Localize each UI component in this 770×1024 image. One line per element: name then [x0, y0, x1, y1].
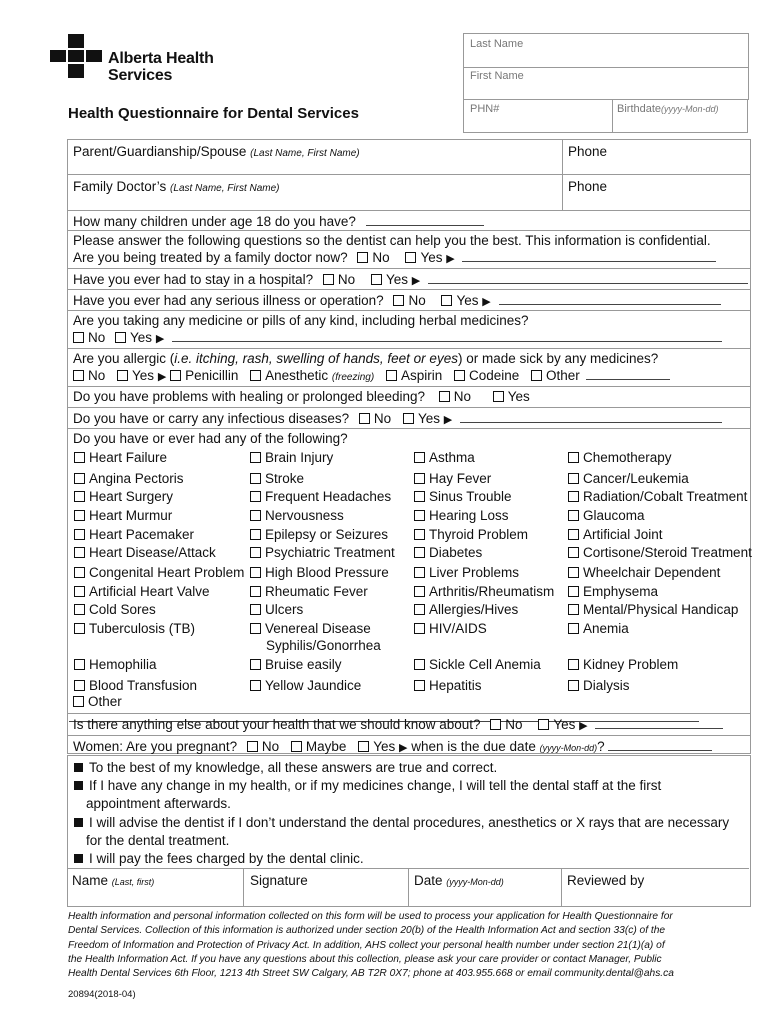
condition-item[interactable] — [250, 621, 371, 636]
form-title: Health Questionnaire for Dental Services — [68, 105, 359, 122]
condition-item[interactable] — [74, 527, 194, 542]
allergy-other-field[interactable] — [586, 367, 670, 380]
pregnant-question: Women: Are you pregnant? No Maybe Yes ▶ when is the due date (yyyy-Mon-dd)? — [67, 735, 750, 754]
infectious-no-checkbox[interactable] — [359, 413, 370, 424]
condition-label: Glaucoma — [583, 508, 645, 523]
condition-label: Mental/Physical Handicap — [583, 602, 739, 617]
condition-label: Arthritis/Rheumatism — [429, 584, 555, 599]
condition-item[interactable] — [568, 584, 658, 599]
condition-item[interactable] — [74, 450, 167, 465]
condition-label: Cold Sores — [89, 602, 156, 617]
condition-item[interactable] — [74, 489, 173, 504]
doctor-now-question: Are you being treated by a family doctor now? No Yes ▶ — [67, 249, 750, 265]
condition-label: Dialysis — [583, 678, 630, 693]
condition-item[interactable] — [568, 527, 663, 542]
condition-item[interactable] — [250, 489, 391, 504]
condition-label: Blood Transfusion — [89, 678, 198, 693]
condition-item[interactable] — [568, 602, 738, 617]
condition-label: Anemia — [583, 621, 629, 636]
condition-item[interactable] — [414, 657, 541, 672]
condition-item[interactable] — [250, 678, 361, 693]
conditions-other-checkbox[interactable] — [73, 696, 84, 707]
condition-item[interactable] — [250, 450, 333, 465]
condition-item[interactable] — [414, 508, 509, 523]
hospital-no-checkbox[interactable] — [323, 274, 334, 285]
condition-checkbox[interactable] — [568, 680, 579, 691]
condition-item[interactable] — [568, 565, 720, 580]
condition-item[interactable] — [250, 565, 389, 580]
condition-item[interactable] — [74, 545, 216, 560]
condition-label: Heart Failure — [89, 450, 168, 465]
condition-checkbox[interactable] — [74, 473, 85, 484]
privacy-notice: Health information and personal information collected on this form will be used to process your application for Health Questionnaire for Dental Services. Collection of this information is authorized under section 20(b) of the Health Information Act and section 33(c) of the Freedom of Information and Protection of Privacy Act. In addition, AHS collect your personal health number under section 21(1)(a) of the Health Information Act. If you have any questions about this collection, please ask your care provider or contact Manager, Public Health Dental Services 6th Floor, 1213 4th Street SW Calgary, AB T2R 0X7; phone at 403.955.668 or email community.dental@ahs.ca — [68, 911, 674, 980]
condition-checkbox[interactable] — [414, 510, 425, 521]
phone-field-2[interactable]: Phone — [568, 179, 608, 194]
condition-item[interactable] — [250, 527, 388, 542]
condition-label: Liver Problems — [429, 565, 520, 580]
condition-checkbox[interactable] — [74, 452, 85, 463]
condition-label: Hearing Loss — [429, 508, 509, 523]
form-number: 20894(2018-04) — [68, 989, 136, 1000]
condition-checkbox[interactable] — [414, 659, 425, 670]
venereal-sub-label: Syphilis/Gonorrhea — [266, 638, 381, 653]
condition-label: Hemophilia — [89, 657, 157, 672]
condition-checkbox[interactable] — [414, 604, 425, 615]
anything-else-no-checkbox[interactable] — [490, 719, 501, 730]
condition-label: Epilepsy or Seizures — [265, 527, 389, 542]
condition-checkbox[interactable] — [250, 510, 261, 521]
medicine-question: Are you taking any medicine or pills of any kind, including herbal medicines? — [67, 310, 750, 328]
medicine-no-checkbox[interactable] — [73, 332, 84, 343]
condition-label: Bruise easily — [265, 657, 342, 672]
declaration-1: To the best of my knowledge, all these answers are true and correct. — [74, 760, 497, 775]
condition-item[interactable] — [414, 489, 512, 504]
condition-checkbox[interactable] — [568, 567, 579, 578]
condition-checkbox[interactable] — [74, 547, 85, 558]
birthdate-field[interactable]: Birthdate(yyyy-Mon-dd) — [612, 99, 748, 133]
condition-item[interactable] — [250, 584, 368, 599]
condition-label: Brain Injury — [265, 450, 334, 465]
condition-item[interactable] — [74, 678, 197, 693]
condition-item[interactable] — [74, 657, 157, 672]
condition-item[interactable] — [568, 657, 678, 672]
declaration-2: If I have any change in my health, or if my medicines change, I will tell the dental staff at the first — [74, 778, 661, 793]
pregnant-maybe-checkbox[interactable] — [291, 741, 302, 752]
allergy-question: Are you allergic (i.e. itching, rash, swelling of hands, feet or eyes) or made sick by any medicines? — [67, 348, 750, 366]
condition-checkbox[interactable] — [250, 491, 261, 502]
condition-label: Artificial Heart Valve — [89, 584, 210, 599]
hospital-question: Have you ever had to stay in a hospital? No Yes ▶ — [67, 268, 750, 287]
contact-table — [67, 139, 751, 211]
conditions-other: Other — [67, 694, 750, 725]
org-name: Alberta Health Services — [108, 50, 214, 84]
aspirin-checkbox[interactable] — [386, 370, 397, 381]
condition-label: Artificial Joint — [583, 527, 663, 542]
condition-checkbox[interactable] — [414, 491, 425, 502]
condition-checkbox[interactable] — [74, 604, 85, 615]
healing-yes-checkbox[interactable] — [493, 391, 504, 402]
healing-no-checkbox[interactable] — [439, 391, 450, 402]
last-name-field[interactable]: Last Name — [463, 33, 749, 68]
condition-item[interactable] — [414, 621, 487, 636]
condition-checkbox[interactable] — [250, 680, 261, 691]
phone-field-1[interactable]: Phone — [568, 144, 608, 159]
pregnant-no-checkbox[interactable] — [247, 741, 258, 752]
anything-else-question: Is there anything else about your health that we should know about? No Yes ▶ — [67, 713, 750, 732]
condition-checkbox[interactable] — [414, 623, 425, 634]
condition-checkbox[interactable] — [250, 529, 261, 540]
doctor-now-no-checkbox[interactable] — [357, 252, 368, 263]
allergy-other-checkbox[interactable] — [531, 370, 542, 381]
illness-no-checkbox[interactable] — [393, 295, 404, 306]
healing-question: Do you have problems with healing or prolonged bleeding? No Yes — [67, 386, 750, 404]
condition-item[interactable] — [568, 545, 752, 560]
condition-label: Asthma — [429, 450, 475, 465]
condition-label: Angina Pectoris — [89, 471, 184, 486]
condition-checkbox[interactable] — [250, 473, 261, 484]
condition-item[interactable] — [568, 621, 629, 636]
condition-checkbox[interactable] — [74, 659, 85, 670]
condition-item[interactable] — [414, 602, 518, 617]
condition-label: HIV/AIDS — [429, 621, 487, 636]
condition-checkbox[interactable] — [414, 567, 425, 578]
condition-item[interactable] — [568, 489, 747, 504]
condition-checkbox[interactable] — [250, 659, 261, 670]
anything-else-details-field[interactable] — [595, 716, 723, 729]
condition-item[interactable] — [74, 584, 210, 599]
condition-checkbox[interactable] — [568, 529, 579, 540]
penicillin-checkbox[interactable] — [170, 370, 181, 381]
condition-item[interactable] — [250, 545, 395, 560]
condition-checkbox[interactable] — [250, 452, 261, 463]
ahs-logo-icon — [50, 34, 102, 78]
condition-item[interactable] — [568, 508, 645, 523]
declaration-4: I will pay the fees charged by the dental clinic. — [74, 851, 364, 866]
declaration-3: I will advise the dentist if I don’t understand the dental procedures, anesthetics or X rays that are necessary — [74, 815, 729, 830]
codeine-checkbox[interactable] — [454, 370, 465, 381]
condition-label: Heart Pacemaker — [89, 527, 195, 542]
conditions-intro: Do you have or ever had any of the following? — [67, 428, 750, 446]
condition-item[interactable] — [568, 450, 672, 465]
condition-checkbox[interactable] — [568, 452, 579, 463]
condition-checkbox[interactable] — [250, 547, 261, 558]
condition-checkbox[interactable] — [414, 452, 425, 463]
condition-item[interactable] — [414, 450, 475, 465]
condition-checkbox[interactable] — [414, 547, 425, 558]
condition-item[interactable] — [568, 471, 689, 486]
infectious-question: Do you have or carry any infectious diseases? No Yes ▶ — [67, 407, 750, 426]
condition-label: Sinus Trouble — [429, 489, 512, 504]
condition-checkbox[interactable] — [568, 659, 579, 670]
anything-else-yes-checkbox[interactable] — [538, 719, 549, 730]
condition-label: Venereal Disease — [265, 621, 371, 636]
condition-label: Emphysema — [583, 584, 659, 599]
condition-checkbox[interactable] — [250, 623, 261, 634]
condition-item[interactable] — [250, 471, 304, 486]
condition-checkbox[interactable] — [568, 473, 579, 484]
infectious-details-field[interactable] — [460, 410, 722, 423]
condition-label: Allergies/Hives — [429, 602, 519, 617]
condition-label: Diabetes — [429, 545, 483, 560]
condition-checkbox[interactable] — [250, 586, 261, 597]
infectious-yes-checkbox[interactable] — [403, 413, 414, 424]
condition-label: Thyroid Problem — [429, 527, 529, 542]
condition-checkbox[interactable] — [74, 623, 85, 634]
condition-checkbox[interactable] — [568, 491, 579, 502]
declaration-3-cont: for the dental treatment. — [86, 833, 230, 848]
condition-label: Heart Murmur — [89, 508, 173, 523]
condition-item[interactable] — [250, 602, 303, 617]
condition-checkbox[interactable] — [74, 510, 85, 521]
condition-item[interactable] — [414, 545, 482, 560]
condition-label: Heart Disease/Attack — [89, 545, 216, 560]
reviewed-by-field[interactable]: Reviewed by — [567, 873, 645, 888]
condition-label: Cancer/Leukemia — [583, 471, 689, 486]
condition-checkbox[interactable] — [250, 567, 261, 578]
condition-label: Cortisone/Steroid Treatment — [583, 545, 752, 560]
hospital-yes-checkbox[interactable] — [371, 274, 382, 285]
intro-text: Please answer the following questions so the dentist can help you the best. This information is confidential. — [67, 230, 750, 248]
condition-label: Rheumatic Fever — [265, 584, 368, 599]
family-doctor-field[interactable]: Family Doctor’s (Last Name, First Name) — [73, 179, 280, 194]
name-field[interactable]: Name (Last, first) — [72, 873, 155, 888]
condition-label: Hay Fever — [429, 471, 492, 486]
condition-item[interactable] — [568, 678, 630, 693]
condition-item[interactable] — [74, 565, 244, 580]
condition-checkbox[interactable] — [74, 680, 85, 691]
declaration-2-cont: appointment afterwards. — [86, 796, 231, 811]
medicine-details-field[interactable] — [172, 329, 722, 342]
condition-item[interactable] — [414, 678, 482, 693]
signature-row — [67, 868, 749, 906]
condition-item[interactable] — [414, 527, 528, 542]
doctor-now-details-field[interactable] — [462, 249, 716, 262]
condition-checkbox[interactable] — [568, 547, 579, 558]
guardian-field[interactable]: Parent/Guardianship/Spouse (Last Name, First Name) — [73, 144, 360, 159]
condition-checkbox[interactable] — [74, 567, 85, 578]
condition-checkbox[interactable] — [568, 586, 579, 597]
condition-label: Chemotherapy — [583, 450, 672, 465]
condition-label: Hepatitis — [429, 678, 482, 693]
condition-item[interactable] — [74, 508, 172, 523]
doctor-now-yes-checkbox[interactable] — [405, 252, 416, 263]
condition-checkbox[interactable] — [414, 529, 425, 540]
phn-field[interactable]: PHN# — [463, 99, 613, 133]
condition-checkbox[interactable] — [568, 623, 579, 634]
condition-label: High Blood Pressure — [265, 565, 389, 580]
condition-item[interactable] — [250, 657, 342, 672]
condition-item[interactable] — [414, 584, 554, 599]
condition-checkbox[interactable] — [568, 510, 579, 521]
illness-details-field[interactable] — [499, 292, 721, 305]
condition-checkbox[interactable] — [74, 491, 85, 502]
condition-checkbox[interactable] — [568, 604, 579, 615]
due-date-field[interactable] — [608, 738, 712, 751]
condition-label: Tuberculosis (TB) — [89, 621, 196, 636]
condition-label: Nervousness — [265, 508, 344, 523]
condition-item[interactable] — [414, 565, 519, 580]
condition-item[interactable] — [414, 471, 491, 486]
children-count-field[interactable] — [366, 213, 484, 226]
condition-checkbox[interactable] — [250, 604, 261, 615]
allergy-no-checkbox[interactable] — [73, 370, 84, 381]
illness-yes-checkbox[interactable] — [441, 295, 452, 306]
condition-checkbox[interactable] — [74, 529, 85, 540]
condition-label: Congenital Heart Problem — [89, 565, 245, 580]
condition-label: Ulcers — [265, 602, 304, 617]
pregnant-yes-checkbox[interactable] — [358, 741, 369, 752]
condition-item[interactable] — [74, 602, 156, 617]
children-question: How many children under age 18 do you have? — [67, 213, 750, 229]
condition-checkbox[interactable] — [414, 680, 425, 691]
condition-item[interactable] — [74, 471, 184, 486]
condition-label: Heart Surgery — [89, 489, 174, 504]
condition-item[interactable] — [250, 508, 344, 523]
condition-label: Stroke — [265, 471, 305, 486]
signature-field[interactable]: Signature — [250, 873, 308, 888]
hospital-details-field[interactable] — [428, 271, 748, 284]
first-name-field[interactable]: First Name — [463, 66, 749, 100]
condition-label: Kidney Problem — [583, 657, 679, 672]
condition-item[interactable] — [74, 621, 195, 636]
anesthetic-checkbox[interactable] — [250, 370, 261, 381]
condition-label: Wheelchair Dependent — [583, 565, 721, 580]
condition-label: Yellow Jaundice — [265, 678, 362, 693]
condition-label: Sickle Cell Anemia — [429, 657, 541, 672]
illness-question: Have you ever had any serious illness or operation? No Yes ▶ — [67, 289, 750, 308]
medicine-yes-checkbox[interactable] — [115, 332, 126, 343]
allergy-yes-checkbox[interactable] — [117, 370, 128, 381]
condition-label: Radiation/Cobalt Treatment — [583, 489, 748, 504]
condition-checkbox[interactable] — [414, 473, 425, 484]
condition-checkbox[interactable] — [414, 586, 425, 597]
date-field[interactable]: Date (yyyy-Mon-dd) — [414, 873, 504, 888]
condition-checkbox[interactable] — [74, 586, 85, 597]
condition-label: Psychiatric Treatment — [265, 545, 395, 560]
condition-label: Frequent Headaches — [265, 489, 392, 504]
